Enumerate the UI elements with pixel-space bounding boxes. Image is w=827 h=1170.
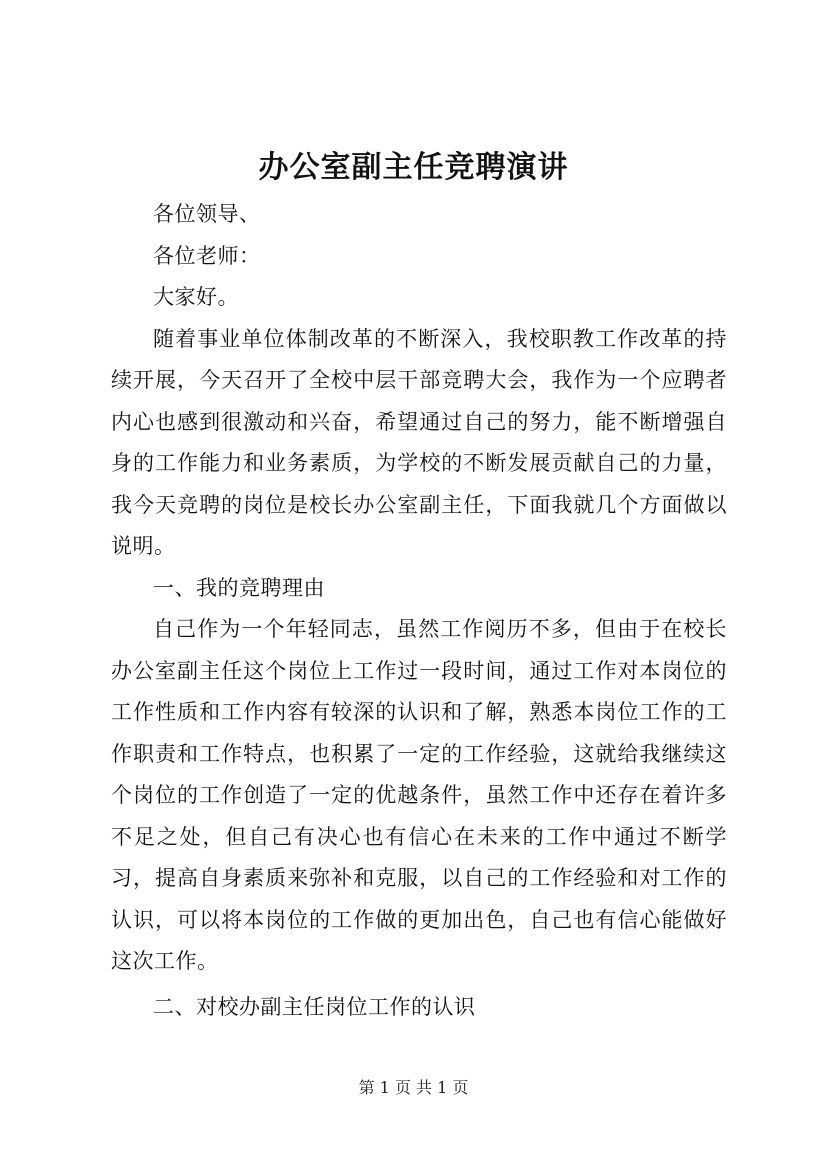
section-heading-2: 二、对校办副主任岗位工作的认识 (153, 994, 476, 1019)
greeting-teachers: 各位老师： (153, 243, 261, 268)
intro-paragraph: 随着事业单位体制改革的不断深入，我校职教工作改革的持续开展，今天召开了全校中层干部竞聘大会，我作为一个应聘者内心也感到很激动和兴奋，希望通过自己的努力，能不断增强自身的工作能力和业务素质，为学校的不断发展贡献自己的力量，我今天竞聘的岗位是校长办公室副主任，下面我就几个方面做以说明。 (111, 326, 727, 558)
greeting-leaders: 各位领导、 (153, 202, 261, 226)
document-body (111, 194, 727, 1028)
greeting-hello: 大家好。 (153, 285, 239, 309)
page-footer: 第 1 页 共 1 页 (358, 1078, 469, 1097)
section-1-paragraph: 自己作为一个年轻同志，虽然工作阅历不多，但由于在校长办公室副主任这个岗位上工作过一段时间，通过工作对本岗位的工作性质和工作内容有较深的认识和了解，熟悉本岗位工作的工作职责和工作特点，也积累了一定的工作经验，这就给我继续这个岗位的工作创造了一定的优越条件，虽然工作中还存在着许多不足之处，但自己有决心也有信心在未来的工作中通过不断学习，提高自身素质来弥补和克服，以自己的工作经验和对工作的认识，可以将本岗位的工作做的更加出色，自己也有信心能做好这次工作。 (111, 617, 727, 973)
document-title: 办公室副主任竞聘演讲 (258, 150, 569, 185)
section-heading-1: 一、我的竞聘理由 (153, 575, 325, 600)
